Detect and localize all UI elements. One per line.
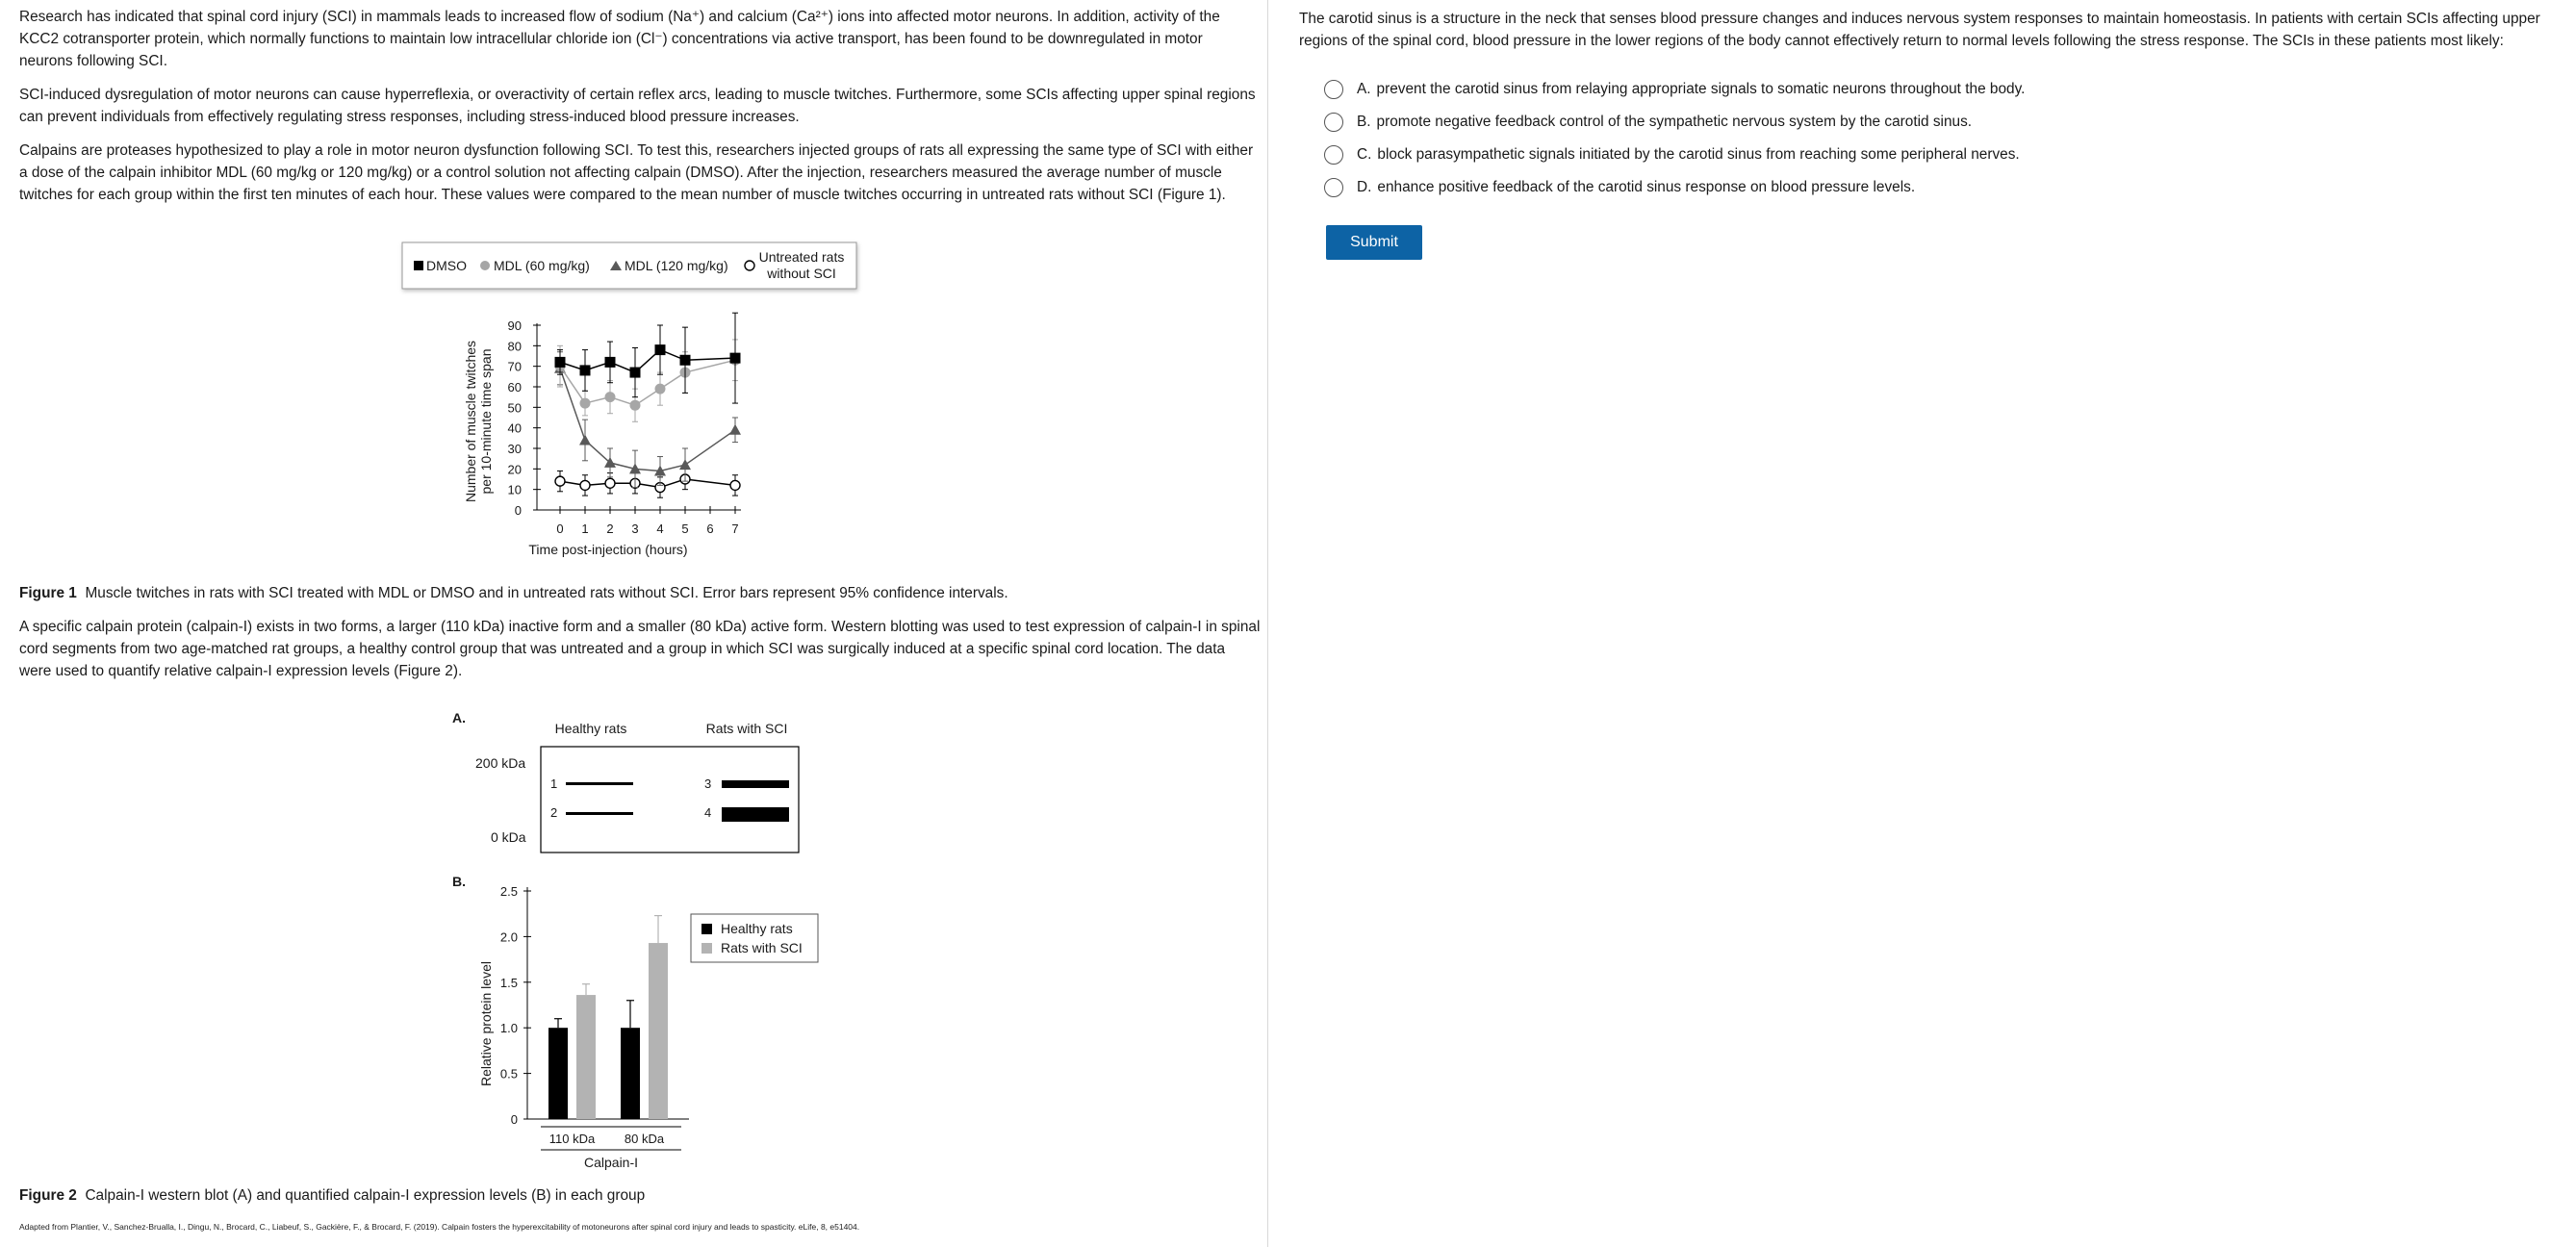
choice-d-text: enhance positive feedback of the carotid sinus response on blood pressure levels. xyxy=(1377,179,1916,195)
legend-mdl60-marker xyxy=(480,261,490,270)
fig1-xlabel: Time post-injection (hours) xyxy=(528,542,688,557)
fig2b-legend-healthy-swatch xyxy=(701,924,712,934)
fig2b-legend-healthy-label: Healthy rats xyxy=(721,921,793,936)
figure-1-caption-label: Figure 1 xyxy=(19,585,77,601)
blot-column-label-sci: Rats with SCI xyxy=(705,721,788,736)
fig2b-category-label: 80 kDa xyxy=(624,1132,665,1146)
data-point xyxy=(630,400,641,411)
bar xyxy=(576,995,596,1119)
fig2b-y-tick-label: 1.5 xyxy=(499,975,518,990)
blot-frame xyxy=(541,747,799,853)
fig2b-legend-sci-swatch xyxy=(701,943,712,954)
data-point xyxy=(679,459,691,470)
blot-column-label-healthy: Healthy rats xyxy=(554,721,627,736)
data-point xyxy=(680,355,691,366)
passage-panel xyxy=(0,0,1268,1247)
fig2b-y-tick-label: 2.0 xyxy=(499,929,518,945)
fig2b-y-tick-label: 0.5 xyxy=(499,1066,518,1082)
fig2a-panel-label: A. xyxy=(452,710,466,725)
choice-c-letter: C. xyxy=(1357,146,1372,163)
choice-c-text: block parasympathetic signals initiated by the carotid sinus from reaching some peripheral nerves. xyxy=(1377,146,2020,163)
data-point xyxy=(729,424,741,435)
fig1-y-tick-label: 20 xyxy=(507,462,522,477)
fig2b-y-tick-label: 1.0 xyxy=(499,1021,518,1036)
fig1-x-tick-label: 1 xyxy=(581,522,589,536)
fig1-y-tick-label: 70 xyxy=(507,359,522,374)
lane-2-band xyxy=(566,812,633,815)
fig1-y-tick-label: 10 xyxy=(507,482,522,497)
bar xyxy=(649,943,668,1119)
bar xyxy=(621,1028,640,1119)
legend-mdl120-label: MDL (120 mg/kg) xyxy=(625,258,728,273)
data-point xyxy=(605,357,616,368)
fig2b-y-tick-label: 0 xyxy=(510,1112,518,1127)
lane-1-number: 1 xyxy=(550,776,558,791)
bar xyxy=(548,1028,568,1119)
data-point xyxy=(579,434,591,445)
figure-2-caption-label: Figure 2 xyxy=(19,1187,77,1204)
fig2b-xlabel: Calpain-I xyxy=(583,1155,639,1170)
fig2b-ylabel: Relative protein level xyxy=(478,961,494,1086)
passage-paragraph-1: Research has indicated that spinal cord injury (SCI) in mammals leads to increased flow of sodium (Na⁺) and calcium (Ca²⁺) ions into affected motor neurons. In addition, activity of the KCC2 cotransporter protein, which normally functions to maintain low intracellular chloride ion (Cl⁻) concentrations via active transport, has been found to be downregulated in motor neurons following SCI. xyxy=(19,9,1220,69)
lane-4-number: 4 xyxy=(704,805,712,820)
fig2b-legend-sci-label: Rats with SCI xyxy=(721,940,803,955)
choice-d-radio[interactable] xyxy=(1324,178,1343,197)
figure-2-caption-text: Calpain-I western blot (A) and quantified calpain-I expression levels (B) in each group xyxy=(85,1187,646,1204)
data-point xyxy=(605,478,615,488)
choice-a[interactable] xyxy=(1324,73,2566,106)
fig1-x-tick-label: 0 xyxy=(556,522,564,536)
figure-1-caption-text: Muscle twitches in rats with SCI treated with MDL or DMSO and in untreated rats without SCI. Error bars represent 95% confidence intervals. xyxy=(85,585,1008,601)
submit-button[interactable]: Submit xyxy=(1326,225,1422,260)
figure-2a-western-blot xyxy=(452,705,856,859)
data-point xyxy=(555,476,565,486)
figure-2b-bar-chart xyxy=(452,869,856,1170)
fig1-x-tick-label: 6 xyxy=(706,522,714,536)
data-point xyxy=(580,480,590,490)
choice-d-letter: D. xyxy=(1357,179,1372,195)
figure-1-chart xyxy=(383,241,922,568)
data-point xyxy=(605,392,616,402)
choice-d[interactable] xyxy=(1324,171,2566,204)
legend-mdl60-label: MDL (60 mg/kg) xyxy=(494,258,590,273)
fig1-x-tick-label: 3 xyxy=(631,522,639,536)
choice-a-text: prevent the carotid sinus from relaying appropriate signals to somatic neurons throughout the body. xyxy=(1376,81,2026,97)
fig1-x-tick-label: 5 xyxy=(681,522,689,536)
fig2b-panel-label: B. xyxy=(452,874,466,889)
legend-untreated-label-line2: without SCI xyxy=(767,266,836,281)
fig1-y-tick-label: 40 xyxy=(507,420,522,436)
passage-paragraph-2: SCI-induced dysregulation of motor neurons can cause hyperreflexia, or overactivity of certain reflex arcs, leading to muscle twitches. Furthermore, some SCIs affecting upper spinal regions can prevent individuals from effectively regulating stress responses, including stress-induced blood pressure increases. xyxy=(19,87,1256,125)
passage-paragraph-4: A specific calpain protein (calpain-I) exists in two forms, a larger (110 kDa) inactive form and a smaller (80 kDa) active form. Western blotting was used to test expression of calpain-I in spinal cord segments from two age-matched rat groups, a healthy control group that was untreated and a group in which SCI was surgically induced at a specific spinal cord location. The data were used to quantify relative calpain-I expression levels (Figure 2). xyxy=(19,619,1261,679)
blot-marker-200kda: 200 kDa xyxy=(475,755,526,771)
question-panel xyxy=(1268,0,2576,1247)
lane-2-number: 2 xyxy=(550,805,558,820)
data-point xyxy=(655,344,666,355)
choice-c[interactable] xyxy=(1324,139,2566,171)
fig2b-category-label: 110 kDa xyxy=(548,1132,596,1146)
fig1-y-tick-label: 60 xyxy=(507,380,522,394)
data-point xyxy=(655,384,666,394)
choice-c-radio[interactable] xyxy=(1324,145,1343,165)
fig1-ylabel-line1: Number of muscle twitches xyxy=(463,340,478,503)
legend-dmso-label: DMSO xyxy=(426,258,467,273)
fig2b-y-tick-label: 2.5 xyxy=(499,884,518,899)
lane-3-number: 3 xyxy=(704,776,712,791)
data-point xyxy=(730,353,741,364)
fig1-y-tick-label: 80 xyxy=(507,339,522,354)
legend-untreated-marker xyxy=(745,261,754,270)
figure-1-caption xyxy=(19,585,1008,602)
choice-b-radio[interactable] xyxy=(1324,113,1343,132)
fig1-y-tick-label: 0 xyxy=(514,503,522,518)
choice-b-letter: B. xyxy=(1357,114,1371,130)
data-point xyxy=(730,480,740,490)
fig1-x-tick-label: 4 xyxy=(656,522,664,536)
fig1-y-tick-label: 50 xyxy=(507,400,522,416)
fig1-ylabel-line2: per 10-minute time span xyxy=(478,348,494,495)
lane-4-band xyxy=(722,807,789,822)
fig1-x-tick-label: 2 xyxy=(606,522,614,536)
legend-dmso-marker xyxy=(414,261,423,270)
choice-a-letter: A. xyxy=(1357,81,1371,97)
lane-1-band xyxy=(566,782,633,785)
blot-marker-0kda: 0 kDa xyxy=(491,829,526,845)
citation: Adapted from Plantier, V., Sanchez-Brualla, I., Dingu, N., Brocard, C., Liabeuf, S., Gackière, F., & Brocard, F. (2019). Calpain fosters the hyperexcitability of motoneurons after spinal cord injury and leads to spasticity. eLife, 8, e51404. xyxy=(19,1222,860,1232)
fig1-y-tick-label: 30 xyxy=(507,442,522,456)
passage-paragraph-3: Calpains are proteases hypothesized to play a role in motor neuron dysfunction following SCI. To test this, researchers injected groups of rats all expressing the same type of SCI with either a dose of the calpain inhibitor MDL (60 mg/kg or 120 mg/kg) or a control solution not affecting calpain (DMSO). After the injection, researchers measured the average number of muscle twitches for each group within the first ten minutes of each hour. These values were compared to the mean number of muscle twitches occurring in untreated rats without SCI (Figure 1). xyxy=(19,142,1254,203)
figure-2-caption xyxy=(19,1187,645,1205)
data-point xyxy=(580,365,591,375)
lane-3-band xyxy=(722,780,789,788)
choice-b-text: promote negative feedback control of the sympathetic nervous system by the carotid sinus. xyxy=(1376,114,1973,130)
question-stem: The carotid sinus is a structure in the neck that senses blood pressure changes and induces nervous system responses to maintain homeostasis. In patients with certain SCIs affecting upper regions of the spinal cord, blood pressure in the lower regions of the body cannot effectively return to normal levels following the stress response. The SCIs in these patients most likely: xyxy=(1299,11,2540,49)
fig1-y-tick-label: 90 xyxy=(507,318,522,333)
choice-a-radio[interactable] xyxy=(1324,80,1343,99)
data-point xyxy=(555,357,566,368)
data-point xyxy=(630,368,641,378)
choice-b[interactable] xyxy=(1324,106,2566,139)
legend-untreated-label-line1: Untreated rats xyxy=(758,249,845,265)
fig1-x-tick-label: 7 xyxy=(731,522,739,536)
data-point xyxy=(580,398,591,409)
